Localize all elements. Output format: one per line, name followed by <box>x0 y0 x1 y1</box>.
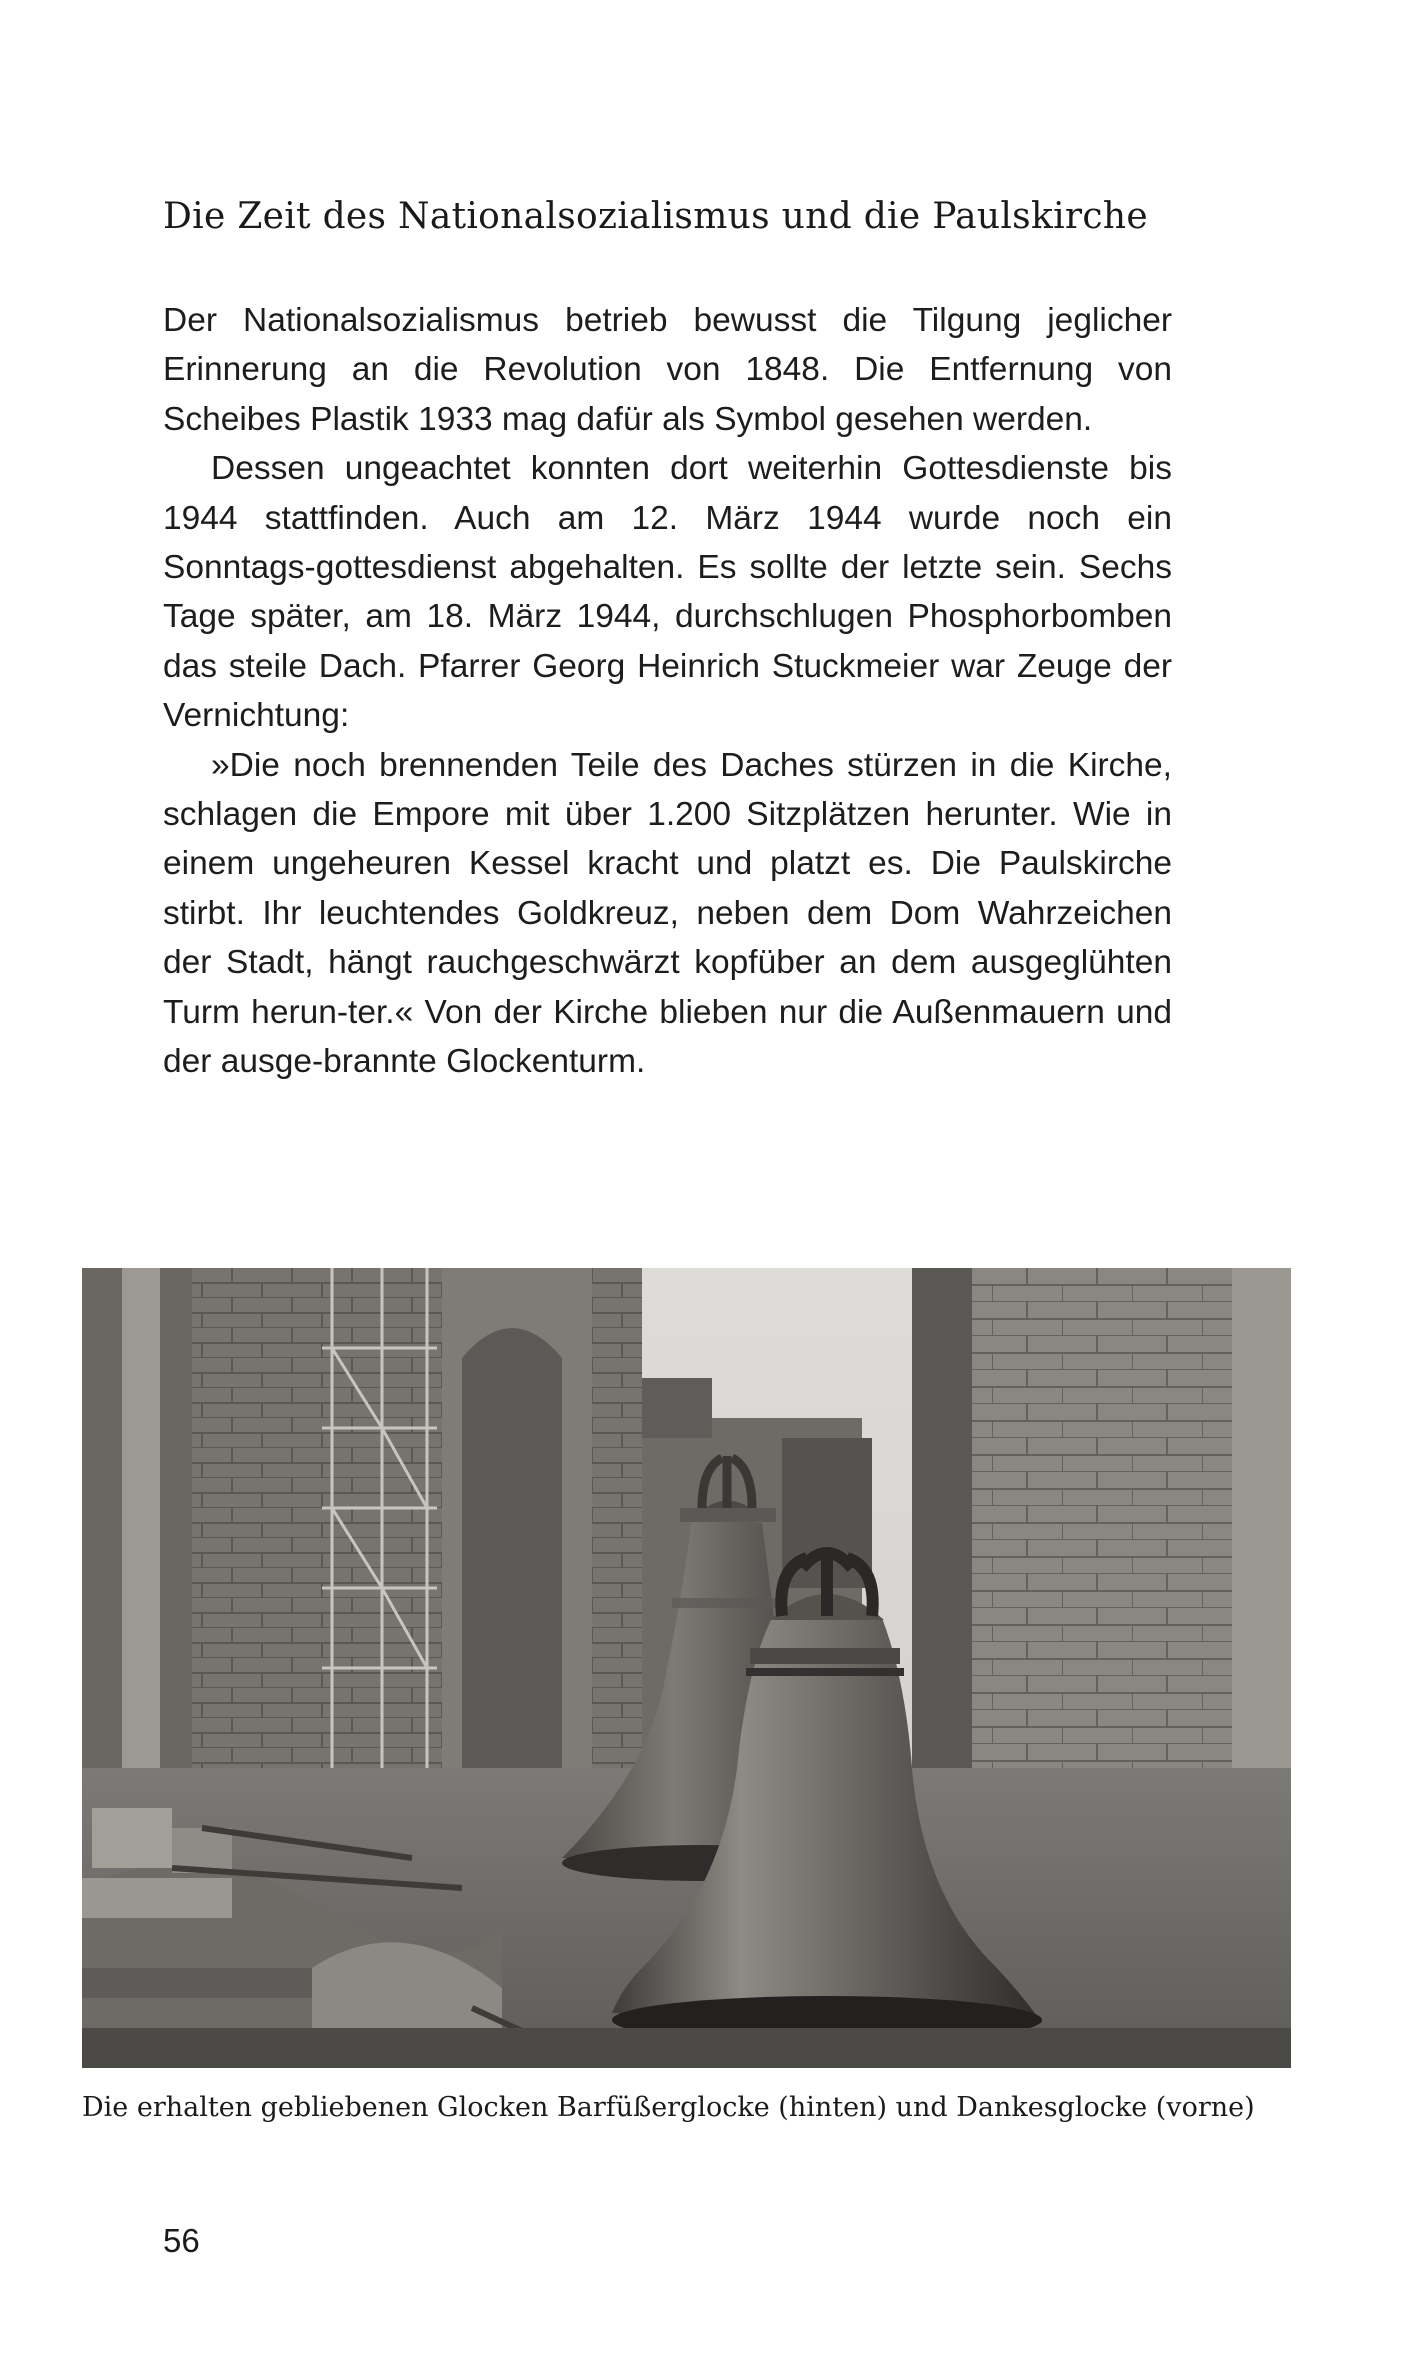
photo-caption: Die erhalten gebliebenen Glocken Barfüßerglocke (hinten) und Dankesglocke (vorne) <box>82 2092 1255 2123</box>
section-heading: Die Zeit des Nationalsozialismus und die Paulskirche <box>163 196 1148 237</box>
paragraph-1: Der Nationalsozialismus betrieb bewusst die Tilgung jeglicher Erinnerung an die Revolution von 1848. Die Entfernung von Scheibes Plastik 1933 mag dafür als Symbol gesehen werden. <box>163 302 1172 438</box>
photo-church-bells <box>82 1268 1291 2068</box>
paragraph-2: Dessen ungeachtet konnten dort weiterhin Gottesdienste bis 1944 stattfinden. Auch am 12. März 1944 wurde noch ein Sonntags-gottesdienst abgehalten. Es sollte der letzte sein. Sechs Tage später, am 18. März 1944, durchschlugen Phosphorbomben das steile Dach. Pfarrer Georg Heinrich Stuckmeier war Zeuge der Vernichtung: <box>163 450 1172 735</box>
body-text <box>163 296 1172 1087</box>
bells-photograph <box>82 1268 1291 2068</box>
page-number: 56 <box>163 2222 200 2259</box>
paragraph-3-quote: »Die noch brennenden Teile des Daches stürzen in die Kirche, schlagen die Empore mit über 1.200 Sitzplätzen herunter. Wie in einem ungeheuren Kessel kracht und platzt es. Die Paulskirche stirbt. Ihr leuchtendes Goldkreuz, neben dem Dom Wahrzeichen der Stadt, hängt rauchgeschwärzt kopfüber an dem ausgeglühten Turm herun-ter.« Von der Kirche blieben nur die Außenmauern und der ausge-brannte Glockenturm. <box>163 746 1172 1081</box>
